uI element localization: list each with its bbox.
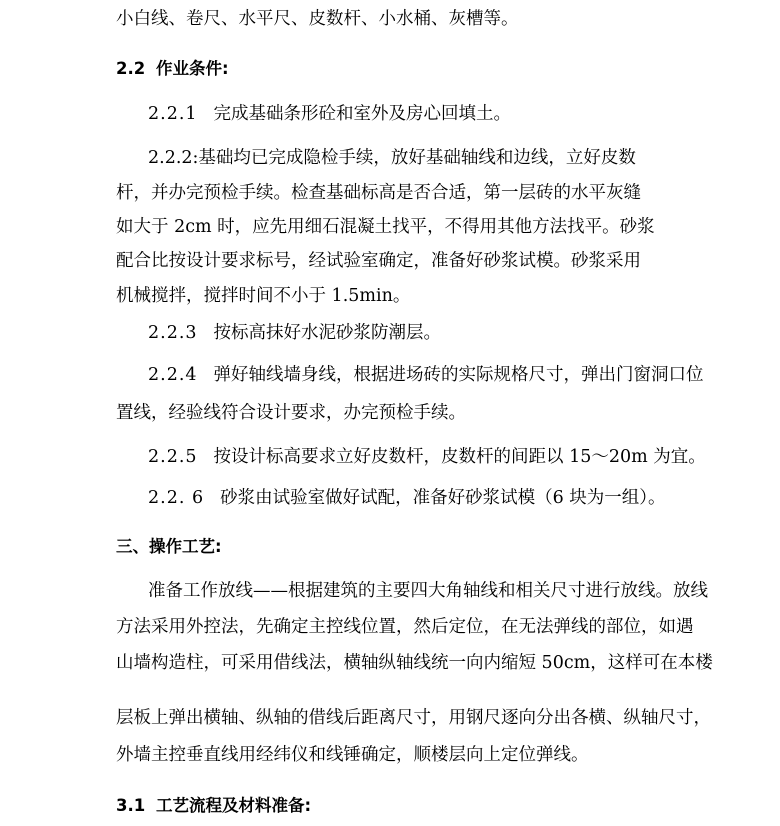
item-number: 2.2.1 [148,104,198,124]
paragraph-3-line-2: 方法采用外控法，先确定主控线位置，然后定位，在无法弹线的部位，如遇 [116,617,694,637]
item-text: 完成基础条形砼和室外及房心回填土。 [213,104,512,124]
item-number: 2.2.3 [148,323,198,343]
item-number: 2.2.5 [148,447,198,467]
paragraph-3-line-3: 山墙构造柱，可采用借线法，横轴纵轴线统一向内缩短 50cm，这样可在本楼 [116,653,713,673]
item-2-2-2-line-1: 2.2.2:基础均已完成隐检手续，放好基础轴线和边线，立好皮数 [148,148,636,168]
item-number: 2.2. 6 [148,488,205,508]
section-heading-2-2 [116,56,229,82]
item-number: 2.2.4 [148,365,198,385]
item-2-2-6 [148,485,666,511]
paragraph-3-line-1: 准备工作放线——根据建筑的主要四大角轴线和相关尺寸进行放线。放线 [148,581,708,601]
item-2-2-4-line-1 [148,362,704,388]
section-number: 3.1 [116,796,146,815]
section-heading-3-1 [116,793,311,819]
section-title: 工艺流程及材料准备: [156,796,312,815]
item-text: 按设计标高要求立好皮数杆，皮数杆的间距以 15～20m 为宜。 [213,447,706,467]
item-text: 砂浆由试验室做好试配，准备好砂浆试模（6 块为一组）。 [220,488,666,508]
item-2-2-5 [148,444,706,470]
text-line-materials: 小白线、卷尺、水平尺、皮数杆、小水桶、灰槽等。 [116,9,519,29]
item-2-2-2-line-3: 如大于 2cm 时，应先用细石混凝土找平，不得用其他方法找平。砂浆 [116,217,655,237]
item-2-2-2-line-2: 杆，并办完预检手续。检查基础标高是否合适，第一层砖的水平灰缝 [116,183,641,203]
paragraph-3-line-4: 层板上弹出横轴、纵轴的借线后距离尺寸，用钢尺逐向分出各横、纵轴尺寸， [116,708,711,728]
item-2-2-2-line-4: 配合比按设计要求标号，经试验室确定，准备好砂浆试模。砂浆采用 [116,251,641,271]
section-heading-3: 三、操作工艺: [116,537,222,556]
paragraph-3-line-5: 外墙主控垂直线用经纬仪和线锤确定，顺楼层向上定位弹线。 [116,745,589,765]
item-2-2-3 [148,320,441,346]
item-2-2-4-line-2: 置线，经验线符合设计要求，办完预检手续。 [116,403,466,423]
item-text: 弹好轴线墙身线，根据进场砖的实际规格尺寸，弹出门窗洞口位 [213,365,704,385]
item-2-2-2-line-5: 机械搅拌，搅拌时间不小于 1.5min。 [116,286,411,306]
item-text: 按标高抹好水泥砂浆防潮层。 [213,323,442,343]
section-title: 作业条件: [156,59,229,78]
section-number: 2.2 [116,59,146,78]
item-2-2-1 [148,101,511,127]
